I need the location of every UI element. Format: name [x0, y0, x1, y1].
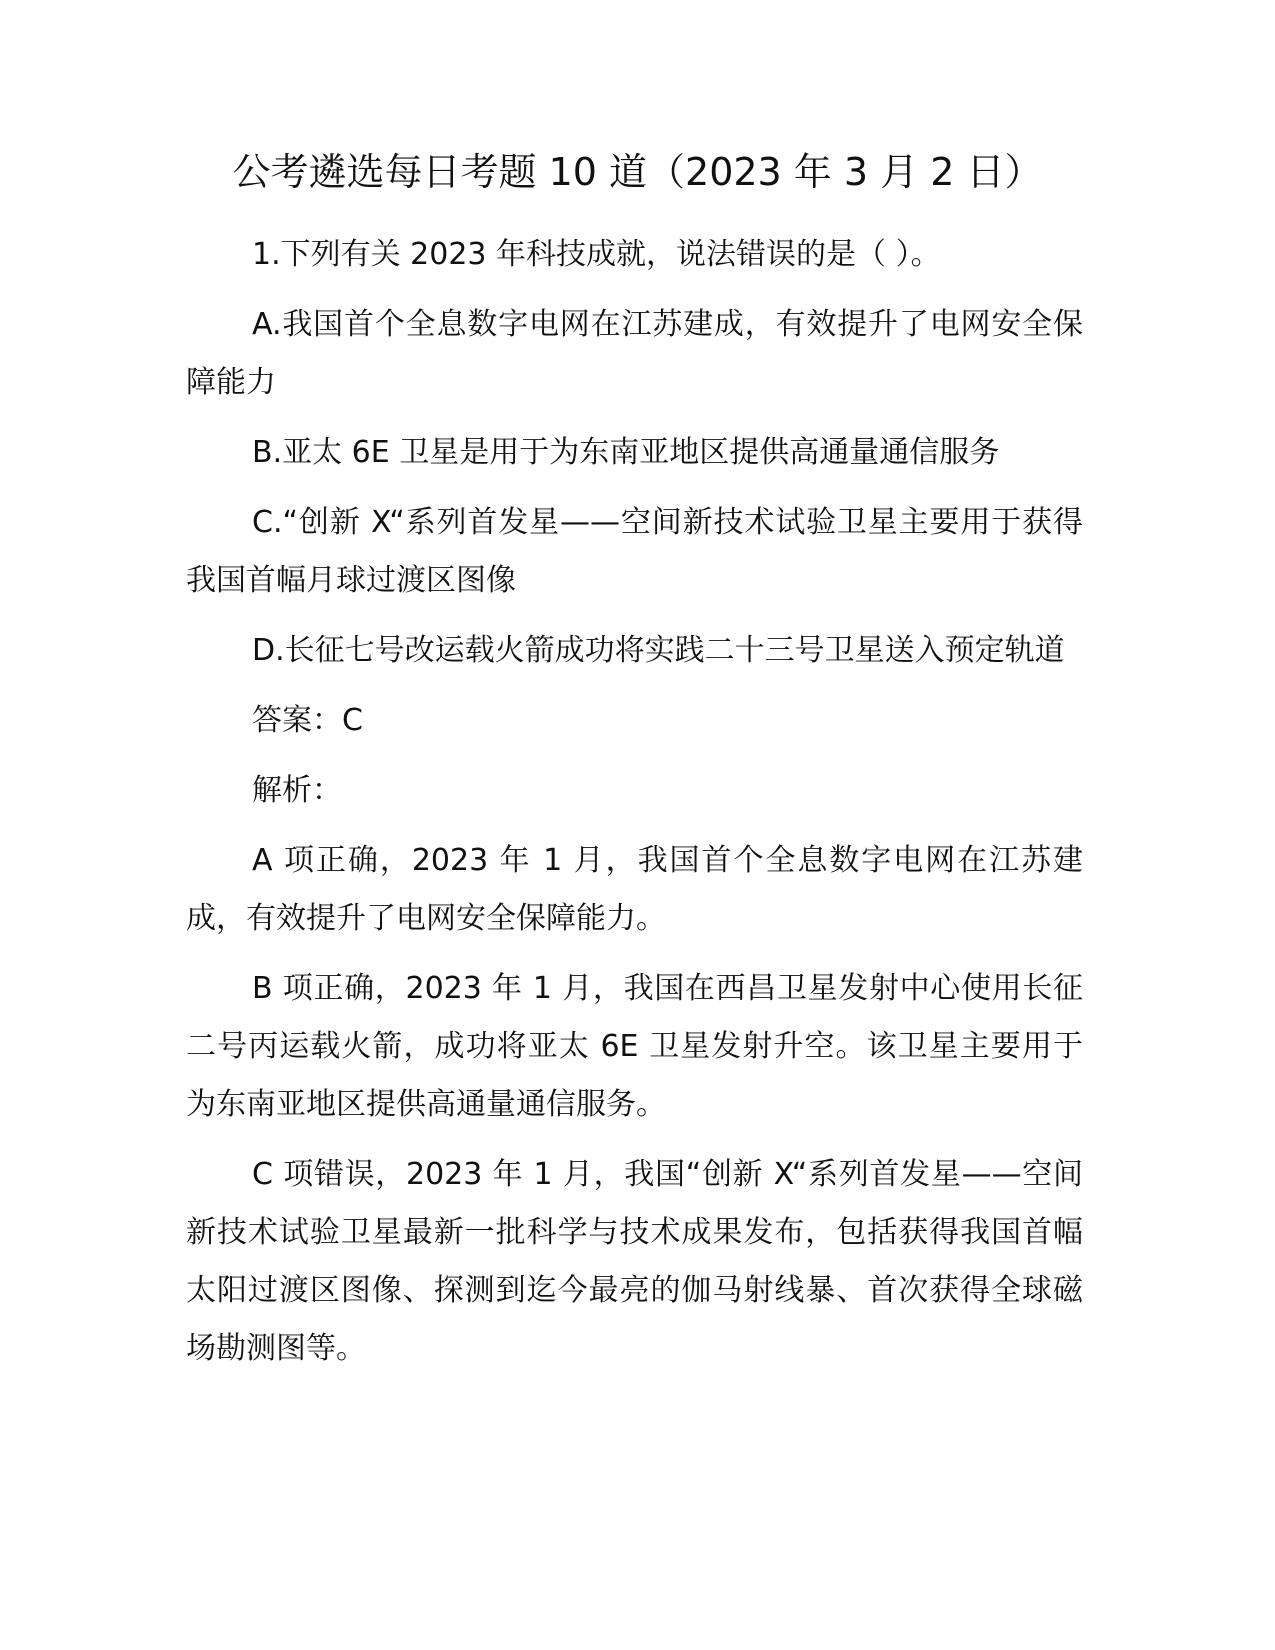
option-d: D.长征七号改运载火箭成功将实践二十三号卫星送入预定轨道: [252, 633, 1065, 668]
answer: 答案：C: [252, 703, 363, 738]
option-b: B.亚太 6E 卫星是用于为东南亚地区提供高通量通信服务: [252, 435, 1000, 470]
analysis-a: A 项正确，2023 年 1 月，我国首个全息数字电网在江苏建成，有效提升了电网安全保障能力。: [186, 843, 1083, 936]
document-body: [186, 226, 1083, 1390]
option-c: C.“创新 X“系列首发星——空间新技术试验卫星主要用于获得我国首幅月球过渡区图像: [186, 505, 1083, 598]
analysis-label: 解析：: [252, 773, 342, 808]
analysis-b: B 项正确，2023 年 1 月，我国在西昌卫星发射中心使用长征二号丙运载火箭，成功将亚太 6E 卫星发射升空。该卫星主要用于为东南亚地区提供高通量通信服务。: [186, 971, 1083, 1122]
question-stem: 1.下列有关 2023 年科技成就，说法错误的是（ ）。: [252, 237, 941, 272]
option-a: A.我国首个全息数字电网在江苏建成，有效提升了电网安全保障能力: [186, 307, 1083, 400]
analysis-c: C 项错误，2023 年 1 月，我国“创新 X“系列首发星——空间新技术试验卫星最新一批科学与技术成果发布，包括获得我国首幅太阳过渡区图像、探测到迄今最亮的伽马射线暴、首次获得全球磁场勘测图等。: [186, 1157, 1083, 1366]
document-title: 公考遴选每日考题 10 道（2023 年 3 月 2 日）: [232, 150, 1043, 194]
